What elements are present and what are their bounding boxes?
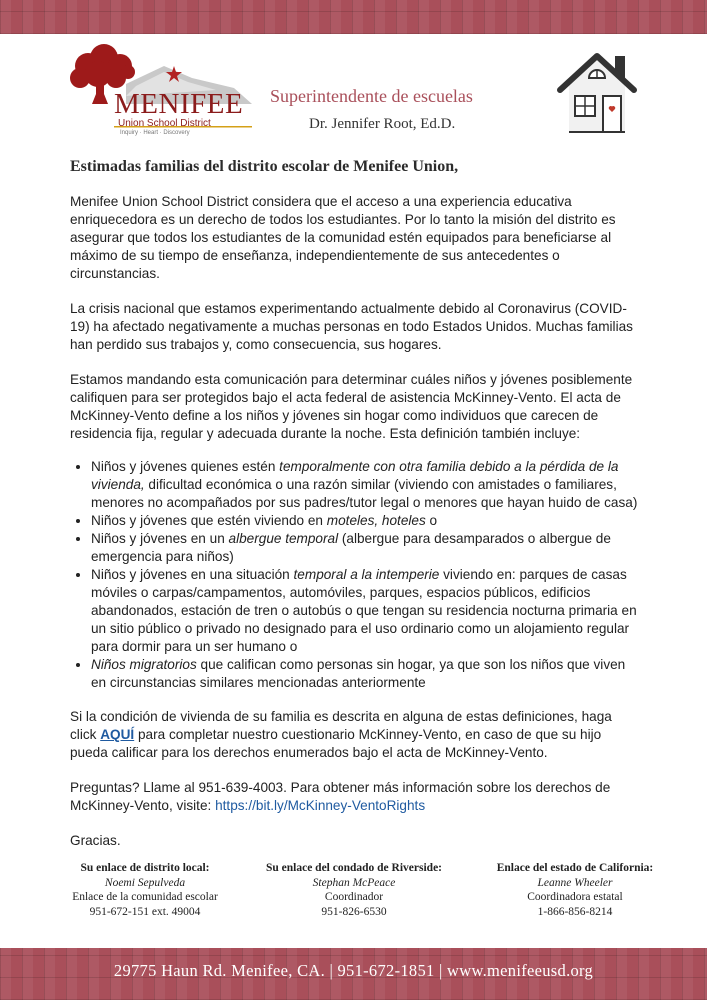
superintendent-name: Dr. Jennifer Root, Ed.D. <box>309 116 456 132</box>
list-item: • Niños y jóvenes en un albergue temporal (albergue para desamparados o albergue de emergencia para niños) <box>91 530 640 566</box>
logo-tagline: Inquiry · Heart · Discovery <box>120 130 190 136</box>
paragraph-questions: Preguntas? Llame al 951-639-4003. Para obtener más información sobre los derechos de McKinney-Vento, visite: https://bit.ly/McKinney-VentoRights <box>70 780 611 813</box>
contact-phone: 1-866-856-8214 <box>537 905 613 918</box>
logo-subtitle: Union School District <box>118 118 211 129</box>
letter-greeting: Estimadas familias del distrito escolar de Menifee Union, <box>70 158 459 175</box>
contact-role: Coordinador <box>324 891 384 903</box>
contact-name: Stephan McPeace <box>312 876 396 889</box>
contact-name: Leanne Wheeler <box>537 876 613 889</box>
contact-district <box>42 861 248 919</box>
contact-role: Enlace de la comunidad escolar <box>72 891 218 903</box>
paragraph-crisis: La crisis nacional que estamos experimentando actualmente debido al Coronavirus (COVID-19) ha afectado negativamente a muchas personas en todo Estados Unidos. Muchas familias han perdido sus trabajos y, como consecuencia, sus hogares. <box>70 301 633 352</box>
list-item: • Niños y jóvenes que estén viviendo en moteles, hoteles o <box>91 512 640 530</box>
top-decorative-band <box>0 0 707 34</box>
list-item: • Niños y jóvenes quienes estén temporalmente con otra familia debido a la pérdida de la vivienda, dificultad económica o una razón similar (viviendo con amistades o familiares, menores no acompañados por sus padres/tutor legal o menores que hayan huido de casa) <box>91 458 640 512</box>
contact-county <box>248 861 460 919</box>
house-icon <box>557 48 637 134</box>
contact-phone: 951-826-6530 <box>321 905 387 918</box>
paragraph-access: Menifee Union School District considera que el acceso a una experiencia educativa enriquecedora es un derecho de todos los estudiantes. Por lo tanto la misión del distrito es asegurar que todos los estudiantes de la comunidad estén equipados para beneficiarse al máximo de su tiempo de enseñanza, independientemente de sus antecedentes o circunstancias. <box>70 194 616 281</box>
paragraph-mckinney-vento: Estamos mandando esta comunicación para determinar cuáles niños y jóvenes posiblemente califiquen para ser protegidos bajo el acta federal de asistencia McKinney-Vento. El acta de McKinney-Vento define a los niños y jóvenes sin hogar como individuos que carecen de residencia fija, regular y adecuada durante la noche. Esta definición también incluye: <box>70 372 633 441</box>
paragraph-questionnaire: Si la condición de vivienda de su familia es descrita en alguna de estas definiciones, haga click AQUÍ para completar nuestro cuestionario McKinney-Vento, en caso de que su hijo pueda calificar para los derechos enumerados bajo el acta de McKinney-Vento. <box>70 709 612 760</box>
contact-state <box>472 861 678 919</box>
questionnaire-link[interactable]: AQUÍ <box>100 727 135 742</box>
district-logo <box>66 44 256 136</box>
definitions-list <box>70 458 640 692</box>
paragraph-thanks: Gracias. <box>70 833 121 848</box>
contact-role: Coordinadora estatal <box>527 891 623 903</box>
contact-heading: Su enlace de distrito local: <box>80 862 210 874</box>
list-item: • Niños migratorios que califican como personas sin hogar, ya que son los niños que viven en circunstancias similares mencionadas anteriormente <box>91 656 640 692</box>
letter-body <box>70 193 640 867</box>
footer-contact-info: 29775 Haun Rd. Menifee, CA. | 951-672-1851 | www.menifeeusd.org <box>113 961 594 980</box>
letterhead-title: Superintendente de escuelas <box>270 86 473 106</box>
logo-wordmark: MENIFEE <box>114 88 244 120</box>
contact-name: Noemi Sepulveda <box>104 876 186 889</box>
contact-heading: Enlace del estado de California: <box>496 862 654 874</box>
contact-phone: 951-672-151 ext. 49004 <box>89 905 201 918</box>
rights-url-link[interactable]: https://bit.ly/McKinney-VentoRights <box>215 798 426 813</box>
list-item: • Niños y jóvenes en una situación temporal a la intemperie viviendo en: parques de casas móviles o carpas/campamentos, automóviles, parques, espacios públicos, edificios abandonados, estación de tren o autobús o que tengan su residencia nocturna primaria en un sitio público o privado no designado para el uso ordinario como un alojamiento regular para dormir para un ser humano o <box>91 566 640 656</box>
contact-heading: Su enlace del condado de Riverside: <box>265 862 442 874</box>
